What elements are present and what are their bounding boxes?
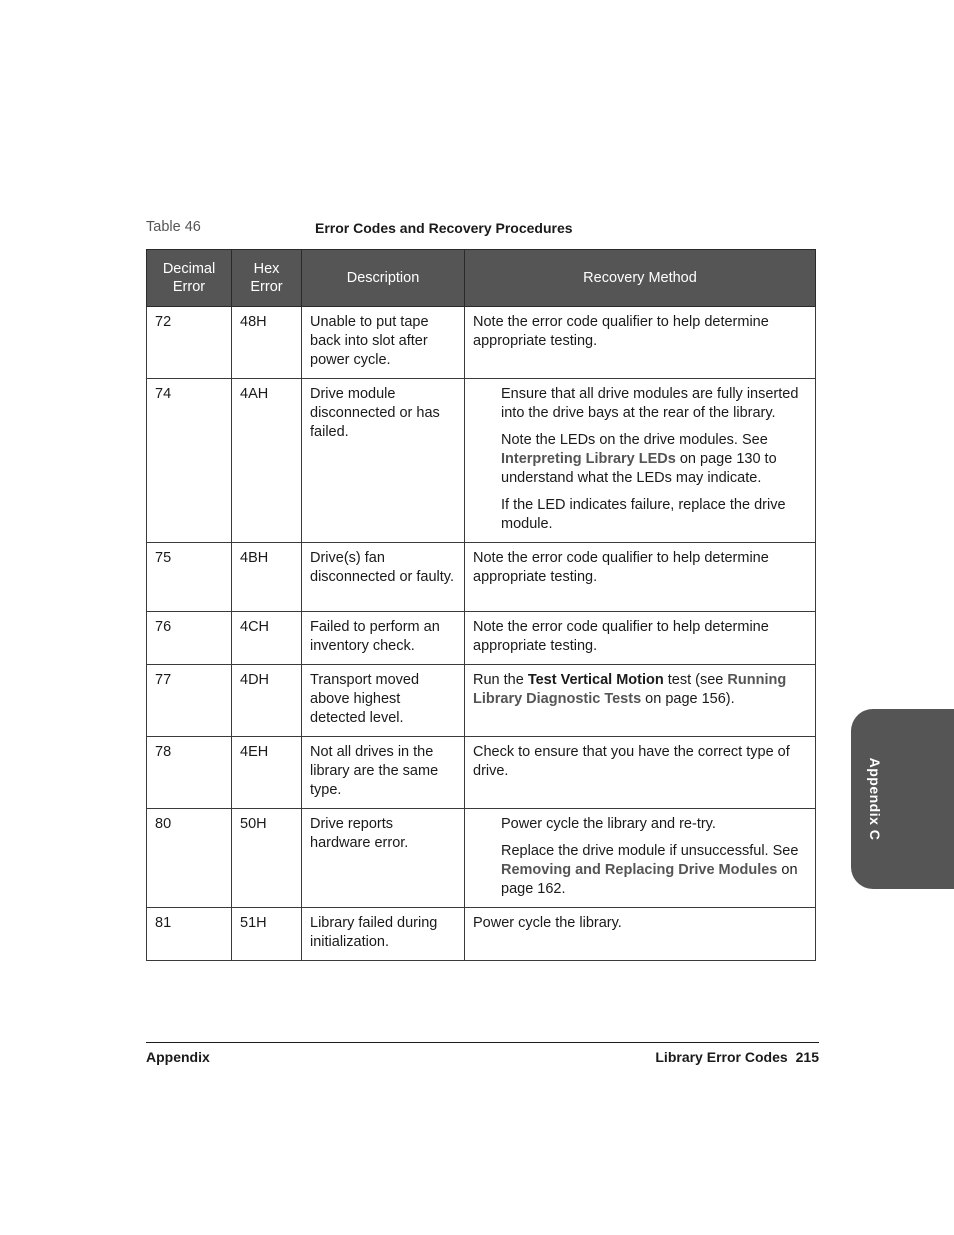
cell-description: Drive(s) fan disconnected or faulty. <box>302 543 465 612</box>
cell-recovery <box>465 737 816 809</box>
footer-right <box>655 1049 819 1065</box>
table-header-row <box>147 250 816 307</box>
recovery-text: Check to ensure that you have the correct type of drive. <box>473 744 790 779</box>
recovery-text-post: on page 156). <box>641 691 735 707</box>
header-decimal-line1: Decimal <box>162 261 216 277</box>
table-caption <box>146 219 846 239</box>
recovery-step <box>473 431 807 488</box>
footer-section-name: Appendix <box>146 1049 210 1065</box>
recovery-step: Power cycle the library and re-try. <box>501 816 716 832</box>
recovery-text-pre: Run the <box>473 672 528 688</box>
table-number: Table 46 <box>146 219 201 235</box>
recovery-text: Replace the drive module if unsuccessful. See <box>501 843 799 859</box>
cell-recovery <box>465 307 816 379</box>
cell-description: Failed to perform an inventory check. <box>302 612 465 665</box>
page-number: 215 <box>795 1049 819 1065</box>
cell-hex: 48H <box>232 307 302 379</box>
appendix-tab-label: Appendix C <box>867 757 883 841</box>
cell-decimal: 74 <box>147 379 232 543</box>
cell-decimal: 76 <box>147 612 232 665</box>
header-decimal-error <box>147 250 232 307</box>
cell-description: Library failed during initialization. <box>302 908 465 961</box>
cell-recovery <box>465 809 816 908</box>
recovery-text-mid: test (see <box>663 672 728 688</box>
cross-reference-link[interactable]: Interpreting Library LEDs <box>501 451 676 467</box>
cell-recovery <box>465 612 816 665</box>
recovery-text: on page 130 to understand what the LEDs may indicate. <box>501 451 777 486</box>
cell-recovery <box>465 543 816 612</box>
cell-decimal: 81 <box>147 908 232 961</box>
table-title: Error Codes and Recovery Procedures <box>315 220 573 236</box>
recovery-text: Note the error code qualifier to help determine appropriate testing. <box>473 619 769 654</box>
cell-decimal: 78 <box>147 737 232 809</box>
header-description: Description <box>302 250 465 307</box>
cell-hex: 4CH <box>232 612 302 665</box>
cell-description: Not all drives in the library are the same type. <box>302 737 465 809</box>
cell-recovery <box>465 908 816 961</box>
cross-reference-link[interactable]: Removing and Replacing Drive Modules <box>501 862 778 878</box>
recovery-text: Note the error code qualifier to help determine appropriate testing. <box>473 550 769 585</box>
cross-reference-link[interactable]: Running Library Diagnostic Tests <box>473 672 787 707</box>
cell-decimal: 77 <box>147 665 232 737</box>
header-hex-line2: Error <box>250 279 283 295</box>
recovery-step <box>473 842 807 899</box>
recovery-text <box>473 671 807 709</box>
test-name: Test Vertical Motion <box>527 672 664 688</box>
cell-hex: 51H <box>232 908 302 961</box>
table-row <box>147 307 816 379</box>
recovery-text: Power cycle the library. <box>473 915 622 931</box>
recovery-text: Note the error code qualifier to help determine appropriate testing. <box>473 314 769 349</box>
recovery-step: Ensure that all drive modules are fully inserted into the drive bays at the rear of the library. <box>501 386 799 421</box>
cell-hex: 4EH <box>232 737 302 809</box>
header-recovery-method: Recovery Method <box>465 250 816 307</box>
table-row <box>147 665 816 737</box>
header-hex-line1: Hex <box>253 261 280 277</box>
table-row <box>147 908 816 961</box>
recovery-text: on page 162. <box>501 862 798 897</box>
cell-description: Unable to put tape back into slot after power cycle. <box>302 307 465 379</box>
cell-recovery <box>465 379 816 543</box>
cell-hex: 4AH <box>232 379 302 543</box>
cell-description: Drive reports hardware error. <box>302 809 465 908</box>
cell-hex: 4BH <box>232 543 302 612</box>
table-row <box>147 612 816 665</box>
recovery-text: Note the LEDs on the drive modules. See <box>501 432 768 448</box>
table-row <box>147 379 816 543</box>
table-row <box>147 543 816 612</box>
recovery-step: If the LED indicates failure, replace the drive module. <box>501 497 786 532</box>
error-codes-table <box>146 249 816 961</box>
cell-decimal: 72 <box>147 307 232 379</box>
header-decimal-line2: Error <box>172 279 206 295</box>
cell-description: Drive module disconnected or has failed. <box>302 379 465 543</box>
cell-recovery <box>465 665 816 737</box>
cell-decimal: 75 <box>147 543 232 612</box>
table-row <box>147 809 816 908</box>
table-row <box>147 737 816 809</box>
footer-chapter-title: Library Error Codes <box>655 1049 788 1065</box>
cell-hex: 4DH <box>232 665 302 737</box>
header-hex-error <box>232 250 302 307</box>
cell-decimal: 80 <box>147 809 232 908</box>
cell-hex: 50H <box>232 809 302 908</box>
footer-divider <box>146 1042 819 1043</box>
cell-description: Transport moved above highest detected level. <box>302 665 465 737</box>
